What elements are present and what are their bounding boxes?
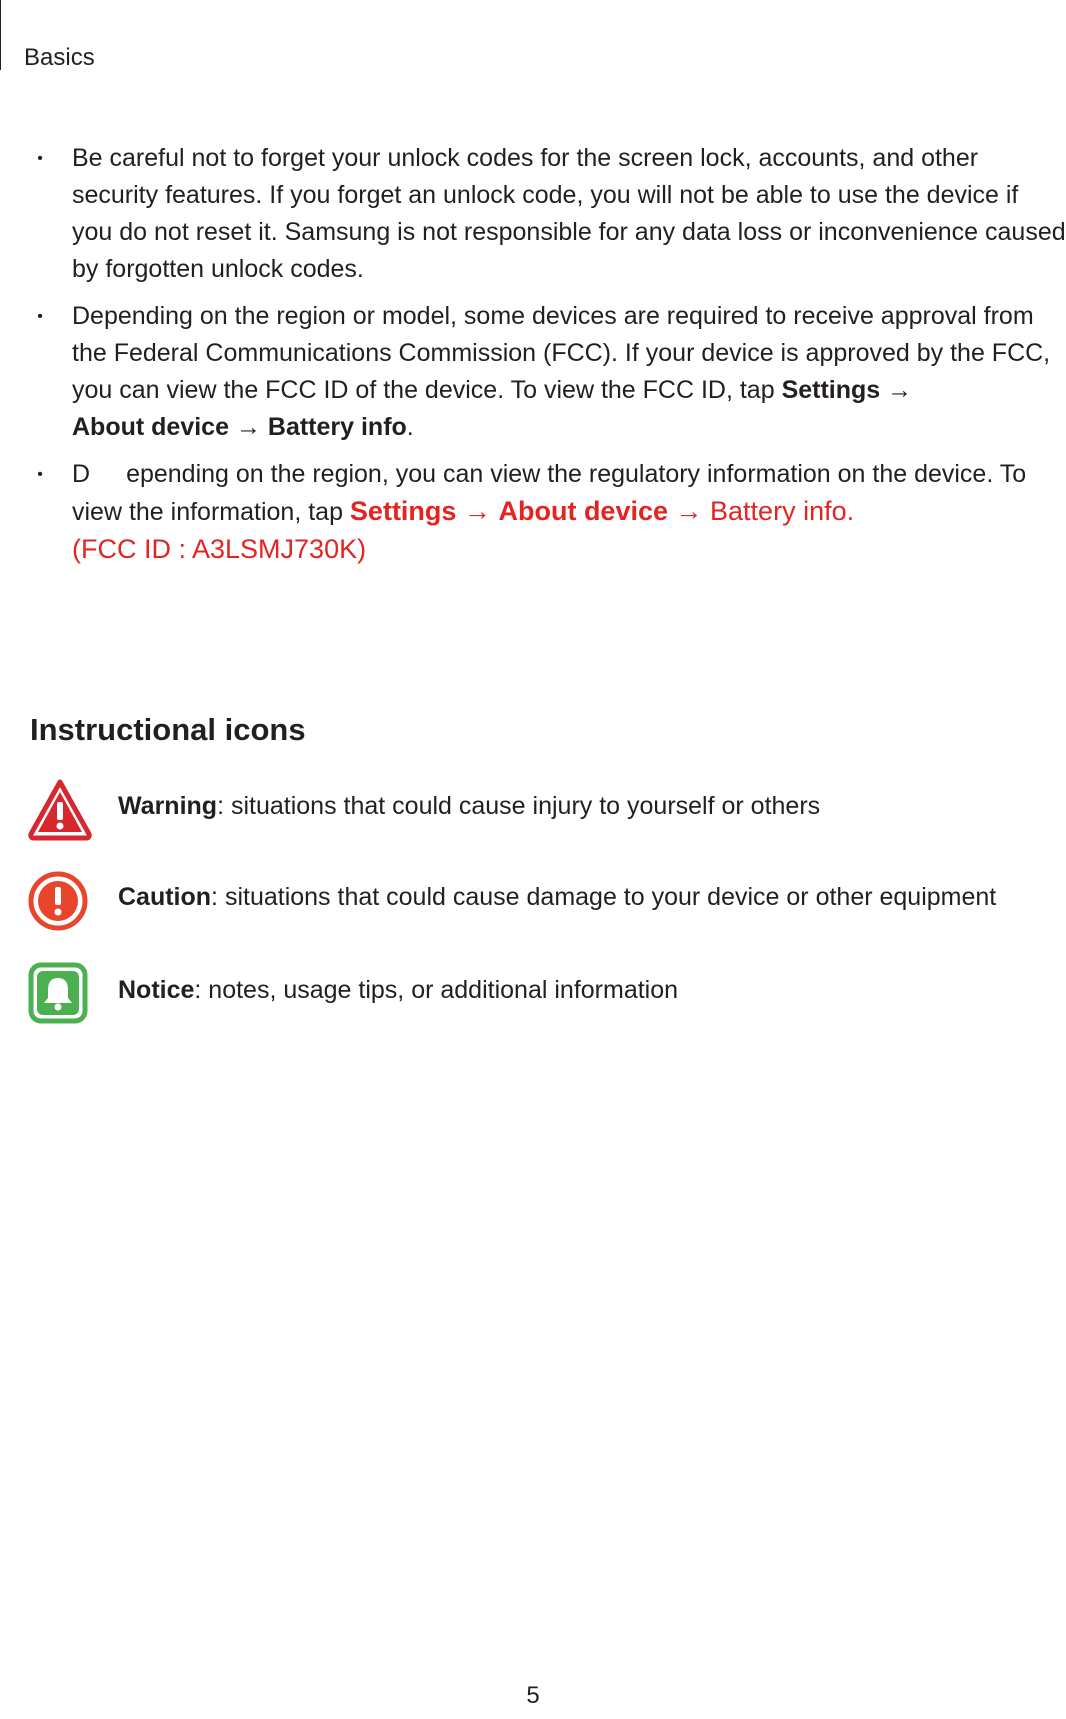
bullet-item-regulatory-info (30, 456, 1064, 568)
bullet-dot-icon: • (37, 308, 43, 325)
settings-menu-path: Settings (781, 376, 881, 404)
bullet-text: D (72, 460, 91, 488)
arrow-icon: → (675, 496, 703, 526)
bullet-dot-icon: • (37, 150, 43, 167)
arrow-icon: → (235, 413, 261, 441)
warning-text: : situations that could cause injury to yourself or others (217, 792, 821, 820)
notice-text: : notes, usage tips, or additional information (194, 976, 679, 1004)
settings-menu-path: Settings (349, 496, 457, 526)
bullet-line (72, 409, 1064, 446)
period: . (406, 413, 414, 441)
caution-label: Caution (118, 883, 212, 911)
section-title: Instructional icons (30, 712, 306, 747)
warning-label: Warning (118, 792, 218, 820)
arrow-icon: → (887, 376, 913, 404)
bullet-line (72, 456, 1064, 493)
bullet-text: view the information, tap (72, 498, 350, 526)
bullet-list (30, 140, 1064, 578)
header-rule (0, 0, 1, 70)
caution-row (28, 869, 1048, 933)
bullet-line: by forgotten unlock codes. (72, 255, 364, 283)
battery-info-menu-path: Battery info (267, 413, 407, 441)
bullet-line: you do not reset it. Samsung is not responsible for any data loss or inconvenience caused (72, 218, 1066, 246)
bullet-dot-icon: • (37, 466, 43, 483)
bullet-line (72, 493, 1064, 531)
notice-icon (28, 962, 92, 1026)
warning-row (28, 778, 1048, 842)
warning-icon (28, 778, 92, 842)
caution-description (118, 883, 996, 912)
bullet-line: Be careful not to forget your unlock codes for the screen lock, accounts, and other (72, 144, 979, 172)
bullet-line: security features. If you forget an unlock code, you will not be able to use the device if (72, 181, 1019, 209)
about-device-menu-path: About device (498, 496, 668, 526)
notice-description (118, 976, 678, 1005)
bullet-text: epending on the region, you can view the regulatory information on the device. To (126, 460, 1027, 488)
battery-info-menu-path: Battery info. (710, 496, 855, 526)
notice-row (28, 962, 1048, 1026)
notice-label: Notice (118, 976, 195, 1004)
page-number: 5 (526, 1682, 540, 1709)
caution-icon (28, 869, 92, 933)
fcc-id-label: (FCC ID : A3LSMJ730K) (72, 534, 367, 564)
bullet-item-unlock-codes (30, 140, 1064, 288)
bullet-line: the Federal Communications Commission (FCC). If your device is approved by the FCC, (72, 339, 1051, 367)
arrow-icon: → (463, 496, 491, 526)
header-title: Basics (24, 44, 95, 71)
bullet-line (72, 372, 1064, 409)
bullet-text: you can view the FCC ID of the device. To view the FCC ID, tap (72, 376, 782, 404)
bullet-line: Depending on the region or model, some devices are required to receive approval from (72, 302, 1034, 330)
red-menu-path (350, 496, 854, 526)
about-device-menu-path: About device (72, 413, 229, 441)
bullet-item-fcc-approval (30, 298, 1064, 446)
warning-description (118, 792, 820, 821)
caution-text: : situations that could cause damage to your device or other equipment (211, 883, 997, 911)
